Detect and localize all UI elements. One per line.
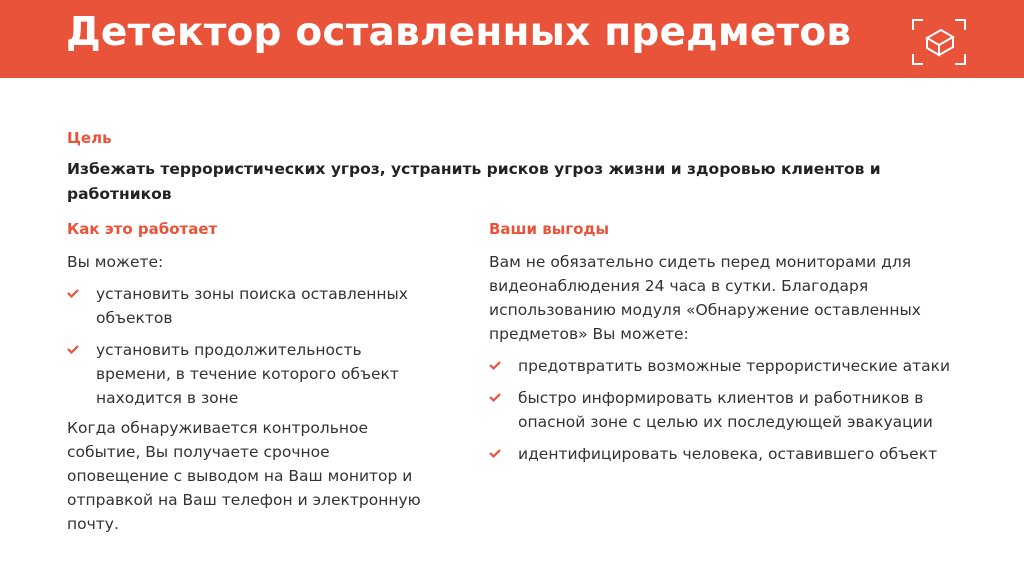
goal-text: Избежать террористических угроз, устранить рисков угроз жизни и здоровью клиентов и работников: [67, 160, 881, 203]
list-item: [67, 282, 412, 330]
list-item-text: идентифицировать человека, оставившего объект: [518, 445, 938, 463]
goal-heading: Цель: [67, 129, 112, 147]
how-it-works-outro: Когда обнаруживается контрольное событие, Вы получаете срочное оповещение с выводом на Ваш монитор и отправкой на Ваш телефон и электронную почту.: [67, 419, 421, 533]
list-item-text: предотвратить возможные террористические атаки: [518, 357, 951, 375]
list-item-text: установить продолжительность времени, в течение которого объект находится в зоне: [96, 341, 399, 407]
check-icon: [67, 282, 79, 306]
list-item: [67, 338, 412, 410]
box-scan-icon: [911, 18, 967, 66]
how-it-works-list: [67, 282, 412, 410]
check-icon: [489, 442, 501, 466]
list-item: [489, 354, 969, 378]
list-item-text: быстро информировать клиентов и работников в опасной зоне с целью их последующей эвакуации: [518, 389, 933, 431]
check-icon: [67, 338, 79, 362]
page-title: Детектор оставленных предметов: [66, 10, 852, 55]
check-icon: [489, 386, 501, 410]
how-it-works-intro: Вы можете:: [67, 253, 164, 271]
how-it-works-heading: Как это работает: [67, 220, 218, 238]
header-bar: [0, 0, 1024, 78]
list-item: [489, 386, 969, 434]
benefits-intro: Вам не обязательно сидеть перед мониторами для видеонаблюдения 24 часа в сутки. Благодаря использованию модуля «Обнаружение оставленных предметов» Вы можете:: [489, 253, 921, 343]
benefits-list: [489, 354, 969, 466]
check-icon: [489, 354, 501, 378]
benefits-heading: Ваши выгоды: [489, 220, 610, 238]
list-item-text: установить зоны поиска оставленных объектов: [96, 285, 408, 327]
list-item: [489, 442, 969, 466]
